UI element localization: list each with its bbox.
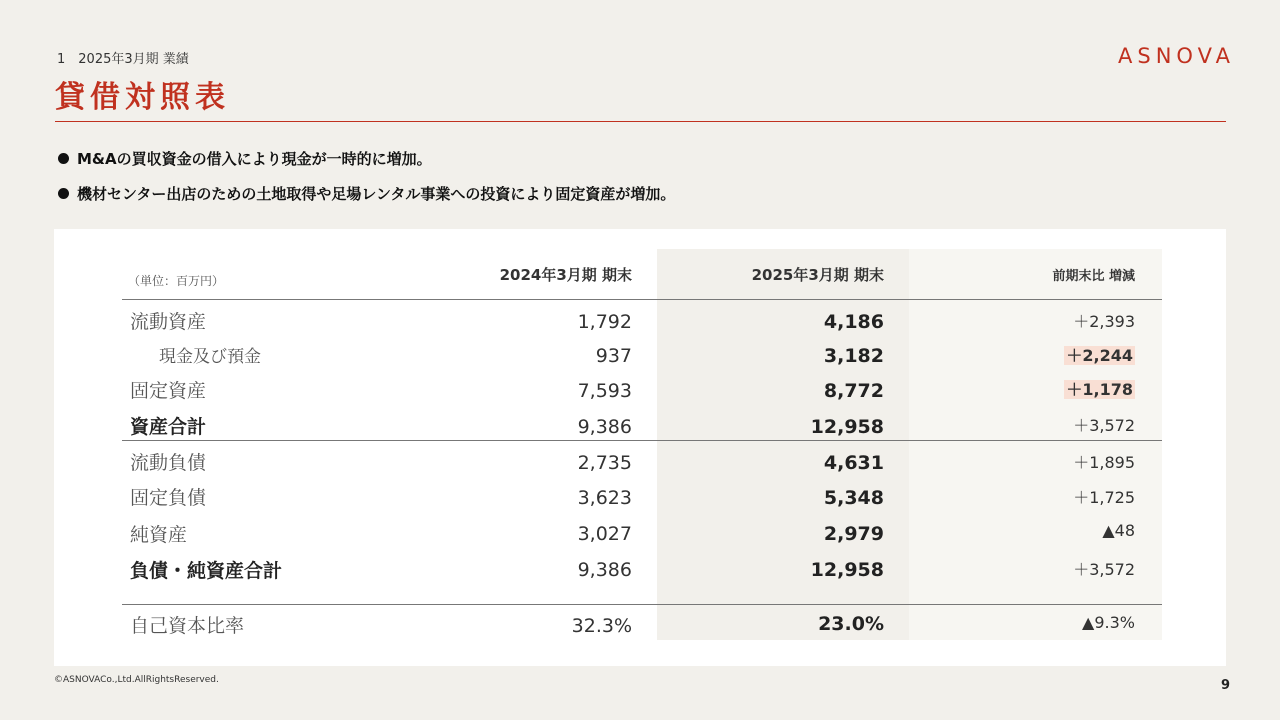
row-label: 固定負債 [130,487,207,509]
prev-value: 9,386 [577,559,632,581]
bullet-text: 機材センター出店のための土地取得や足場レンタル事業への投資により固定資産が増加。 [77,185,676,203]
row-label: 固定資産 [130,380,207,402]
prev-value: 2,735 [577,452,632,474]
diff-value: ＋2,393 [1073,312,1135,331]
bullet-dot-icon [58,188,69,199]
curr-value: 23.0% [818,613,884,635]
section-label: 1 2025年3月期 業績 [57,52,189,67]
prev-value: 7,593 [577,380,632,402]
curr-value: 4,631 [823,452,884,474]
curr-value: 12,958 [810,559,884,581]
diff-value: ▲48 [1102,521,1135,540]
diff-value-highlight: ＋2,244 [1066,346,1133,365]
row-label: 流動資産 [130,311,207,333]
title-divider [55,121,1226,122]
diff-value: ▲9.3% [1082,613,1135,632]
curr-value: 4,186 [823,311,884,333]
prev-value: 3,027 [577,523,632,545]
page-number: 9 [1220,678,1230,693]
copyright: ©ASNOVACo.,Ltd.AllRightsReserved. [54,675,219,685]
diff-value: ＋1,895 [1073,453,1135,472]
header-divider [122,299,1162,300]
current-period-column-shade [657,249,909,640]
prev-value: 3,623 [577,487,632,509]
row-label: 純資産 [130,524,188,546]
unit-label: （単位：百万円） [128,274,225,288]
row-label-total: 資産合計 [130,416,207,438]
diff-value: ＋3,572 [1073,560,1135,579]
row-label-ratio: 自己資本比率 [130,615,245,637]
change-column-shade [909,249,1162,640]
column-header-prev: 2024年3月期 期末 [499,266,632,284]
total-divider [122,604,1162,605]
prev-value: 32.3% [571,615,632,637]
bullet-text: M&Aの買収資金の借入により現金が一時的に増加。 [77,150,432,168]
column-header-curr: 2025年3月期 期末 [751,266,884,284]
prev-value: 9,386 [577,416,632,438]
prev-value: 1,792 [577,311,632,333]
bullet-dot-icon [58,153,69,164]
bullet-item [58,148,675,168]
prev-value: 937 [595,345,632,367]
row-label: 現金及び預金 [159,347,261,367]
diff-value-highlight: ＋1,178 [1066,380,1133,399]
row-label-total: 負債・純資産合計 [130,560,283,582]
curr-value: 8,772 [823,380,884,402]
bullet-list [58,148,675,218]
company-logo: ASNOVA [1118,44,1235,68]
diff-value: ＋1,725 [1073,488,1135,507]
curr-value: 3,182 [823,345,884,367]
page-title: 貸借対照表 [55,80,230,115]
row-label: 流動負債 [130,452,207,474]
column-header-diff: 前期末比 増減 [1052,269,1135,284]
bullet-item [58,183,675,203]
curr-value: 5,348 [823,487,884,509]
curr-value: 2,979 [823,523,884,545]
assets-divider [122,440,1162,441]
curr-value: 12,958 [810,416,884,438]
diff-value: ＋3,572 [1073,416,1135,435]
